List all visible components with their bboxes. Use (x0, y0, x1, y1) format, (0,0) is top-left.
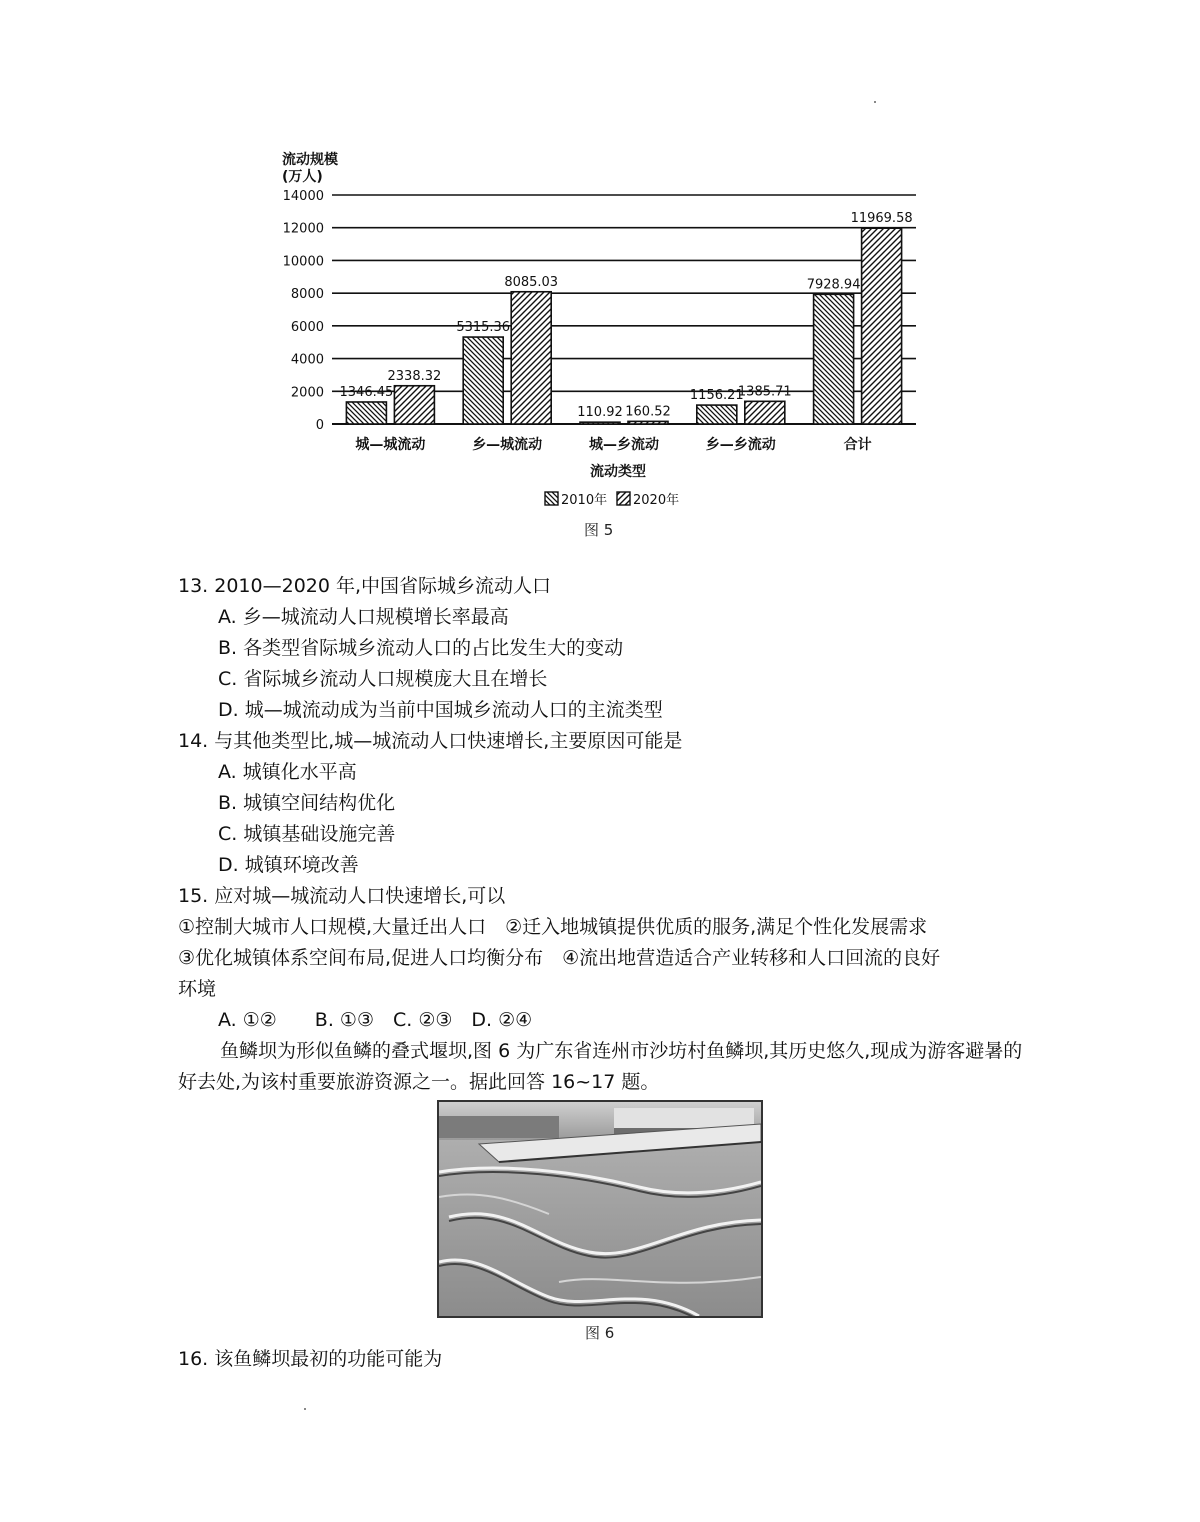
y-tick-label: 2000 (290, 385, 324, 401)
scan-speck (304, 1408, 306, 1410)
question-14-option-b: B. 城镇空间结构优化 (218, 792, 396, 814)
question-13-option-c: C. 省际城乡流动人口规模庞大且在增长 (218, 668, 548, 690)
bar-2010年-合计 (814, 294, 854, 424)
question-13-option-a: A. 乡—城流动人口规模增长率最高 (218, 606, 509, 628)
passage-fish-scale-dam: 鱼鳞坝为形似鱼鳞的叠式堰坝,图 6 为广东省连州市沙坊村鱼鳞坝,其历史悠久,现成为游客避暑的好去处,为该村重要旅游资源之一。据此回答 16~17 题。 (178, 1040, 1023, 1093)
bar-2020年-城—乡流动 (628, 421, 668, 424)
question-14-stem: 14. 与其他类型比,城—城流动人口快速增长,主要原因可能是 (178, 730, 683, 752)
data-label: 5315.36 (456, 320, 511, 336)
y-tick-label: 0 (315, 418, 324, 433)
question-15-statements-line1: ①控制大城市人口规模,大量迁出人口 ②迁入地城镇提供优质的服务,满足个性化发展需求 (178, 916, 928, 938)
figure-5-bar-chart (270, 140, 940, 540)
x-axis-label: 流动类型 (590, 464, 646, 480)
category-labels (355, 436, 871, 453)
y-tick-label: 14000 (282, 189, 324, 204)
data-label: 8085.03 (504, 274, 559, 290)
data-label: 7928.94 (806, 277, 861, 293)
questions-13-15 (178, 571, 1028, 1098)
bar-2010年-乡—乡流动 (697, 405, 737, 424)
legend-swatch (545, 492, 558, 505)
question-15-stem: 15. 应对城—城流动人口快速增长,可以 (178, 885, 506, 907)
figure-5-caption: 图 5 (584, 521, 614, 539)
category-label: 城—城流动 (355, 437, 426, 453)
y-axis-label-line2: (万人) (282, 169, 323, 185)
y-tick-labels (283, 189, 324, 433)
question-15-statements-line3: 环境 (178, 978, 217, 1000)
bar-2020年-合计 (862, 228, 902, 424)
category-label: 乡—乡流动 (705, 437, 776, 453)
legend-entry: 2020年 (633, 493, 680, 508)
data-label: 160.52 (625, 404, 671, 420)
y-tick-label: 8000 (290, 287, 324, 303)
legend-entry: 2010年 (561, 493, 608, 508)
question-16-stem: 16. 该鱼鳞坝最初的功能可能为 (178, 1348, 443, 1370)
y-tick-label: 10000 (282, 254, 324, 270)
bar-2020年-城—城流动 (394, 386, 434, 424)
data-label: 1385.71 (737, 384, 792, 400)
y-axis-label-line1: 流动规模 (282, 152, 338, 168)
scan-speck (874, 101, 876, 103)
y-tick-label: 6000 (290, 319, 324, 335)
legend (545, 492, 679, 508)
bar-2010年-城—乡流动 (580, 422, 620, 424)
question-15-statements-line2: ③优化城镇体系空间布局,促进人口均衡分布 ④流出地营造适合产业转移和人口回流的良好 (178, 947, 941, 969)
data-label: 1346.45 (339, 384, 394, 400)
bar-2010年-城—城流动 (346, 402, 386, 424)
question-14-option-a: A. 城镇化水平高 (218, 761, 357, 783)
figure-6-caption: 图 6 (585, 1324, 615, 1342)
bar-2010年-乡—城流动 (463, 337, 503, 424)
data-label: 110.92 (577, 405, 623, 421)
data-label: 1156.21 (689, 388, 744, 404)
question-13-option-d: D. 城—城流动成为当前中国城乡流动人口的主流类型 (218, 699, 663, 721)
question-15-options: A. ①② B. ①③ C. ②③ D. ②④ (218, 1009, 533, 1031)
category-label: 合计 (843, 437, 872, 453)
bar-2020年-乡—乡流动 (745, 401, 785, 424)
question-16 (178, 1344, 1028, 1375)
bar-2020年-乡—城流动 (511, 292, 551, 424)
category-label: 城—乡流动 (589, 437, 659, 453)
category-label: 乡—城流动 (472, 437, 543, 453)
legend-swatch (617, 492, 630, 505)
y-tick-label: 4000 (290, 352, 324, 368)
data-label: 11969.58 (850, 211, 913, 227)
figure-6-photo (437, 1100, 763, 1318)
question-14-option-d: D. 城镇环境改善 (218, 854, 359, 876)
y-tick-label: 12000 (282, 221, 324, 237)
question-14-option-c: C. 城镇基础设施完善 (218, 823, 396, 845)
question-13-option-b: B. 各类型省际城乡流动人口的占比发生大的变动 (218, 637, 624, 659)
data-label: 2338.32 (387, 368, 442, 384)
question-13-stem: 13. 2010—2020 年,中国省际城乡流动人口 (178, 575, 552, 597)
